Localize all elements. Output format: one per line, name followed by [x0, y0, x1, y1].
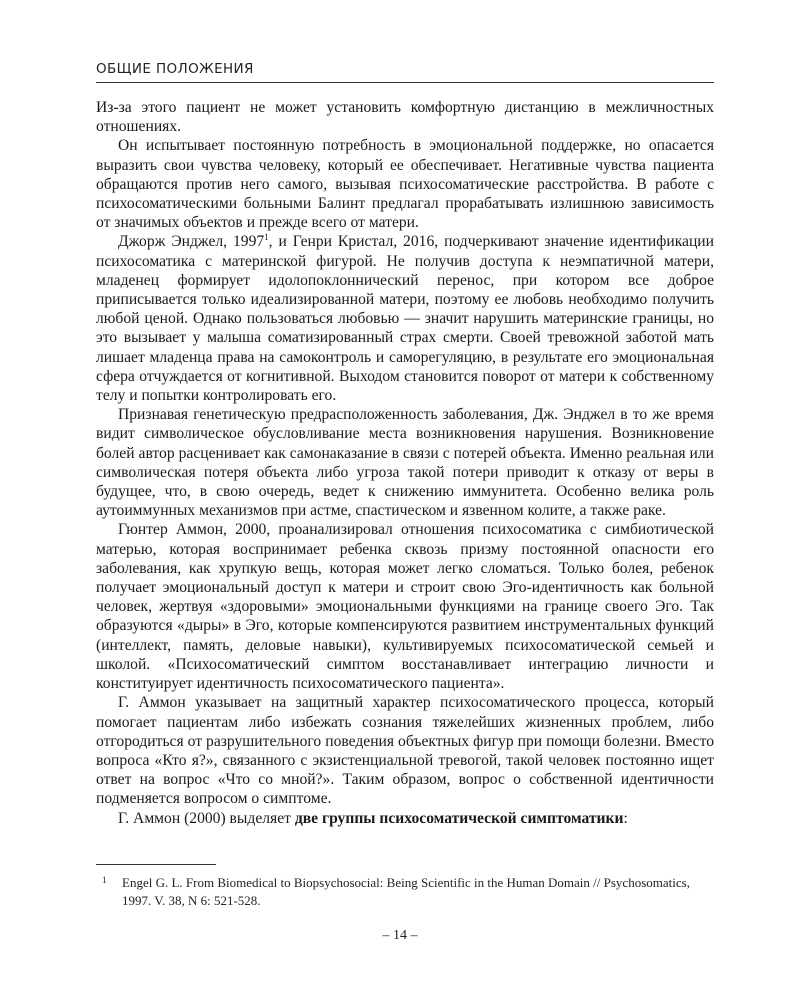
- paragraph-text: Джорж Энджел, 1997: [118, 233, 265, 251]
- paragraph: [96, 809, 714, 828]
- paragraph: Он испытывает постоянную потребность в эмоциональной поддержке, но опасается выразить свои чувства человеку, который ее обеспечивает. Негативные чувства пациента обращаются против него самого, вызывая психосоматические расстройства. В работе с психосоматическими больными Балинт предлагал прорабатывать излишнюю зависимость от значимых объектов и прежде всего от матери.: [96, 137, 714, 232]
- paragraph: Признавая генетическую предрасположенность заболевания, Дж. Энджел в то же время видит символическое обусловливание места возникновения нарушения. Возникновение болей автор расценивает как самонаказание в связи с потерей объекта. Именно реальная или символическая потеря объекта либо угроза такой потери приводит к отказу от веры в будущее, что, в свою очередь, ведет к снижению иммунитета. Особенно велика роль аутоиммунных механизмов при астме, спастическом и язвенном колите, а также раке.: [96, 406, 714, 520]
- running-header: [96, 60, 714, 83]
- footnote-divider: [96, 864, 216, 865]
- footnote-reference[interactable]: 1: [264, 232, 269, 243]
- paragraph: [96, 232, 714, 405]
- page-number: – 14 –: [382, 928, 418, 943]
- paragraph: Из-за этого пациент не может установить комфортную дистанцию в межличностных отношениях.: [96, 99, 714, 136]
- emphasized-text: две группы психосоматической симптоматики: [294, 809, 624, 827]
- paragraph: Гюнтер Аммон, 2000, проанализировал отношения психосоматика с симбиотической матерью, которая воспринимает ребенка сквозь призму постоянной опасности его заболевания, как хрупкую вещь, которая может легко сломаться. Только болея, ребенок получает эмоциональный доступ к матери и строит свою Эго-идентичность как больной человек, жертвуя «здоровыми» эмоциональными функциями на границе своего Эго. Так образуются «дыры» в Эго, которые компенсируются развитием инструментальных функций (интеллект, память, деловые навыки), культивируемых психосоматической семьей и школой. «Психосоматический симптом восстанавливает интеграцию личности и конституирует идентичность психосоматического пациента».: [96, 521, 714, 693]
- footnote-number: 1: [102, 875, 107, 885]
- paragraph-text: Г. Аммон (2000) выделяет: [118, 809, 295, 827]
- paragraph-text: , и Генри Кристал, 2016, подчеркивают значение идентификации психосоматика с материнской фигурой. Не получив доступа к неэмпатичной матери, младенец формирует идолопоклоннический перенос, при котором все доброе приписывается только идеализированной матери, поэтому ее любовь необходимо получить любой ценой. Однако пользоваться любовью — значит нарушить материнские границы, но это вызывает у малыша соматизированный страх смерти. Своей тревожной заботой мать лишает младенца права на самоконтроль и саморегуляцию, в результате его эмоциональная сфера отчуждается от когнитивной. Выходом становится поворот от матери к собственному телу и попытки контролировать его.: [96, 233, 714, 405]
- main-text: [96, 98, 714, 828]
- paragraph: Г. Аммон указывает на защитный характер психосоматического процесса, который помогает пациентам либо избежать сознания тяжелейших жизненных проблем, либо отгородиться от разрушительного поведения объектных фигур при помощи болезни. Вместо вопроса «Кто я?», связанного с экзистенциальной тревогой, такой человек постоянно ищет ответ на вопрос «Что со мной?». Таким образом, вопрос о собственной идентичности подменяется вопросом о симптоме.: [96, 694, 714, 808]
- paragraph-text: :: [623, 809, 628, 827]
- running-header-title: ОБЩИЕ ПОЛОЖЕНИЯ: [96, 61, 254, 77]
- footnote: [96, 874, 714, 909]
- footnote-text: Engel G. L. From Biomedical to Biopsychosocial: Being Scientific in the Human Domain // Psychosomatics, 1997. V. 38, N 6: 521-528.: [122, 875, 690, 908]
